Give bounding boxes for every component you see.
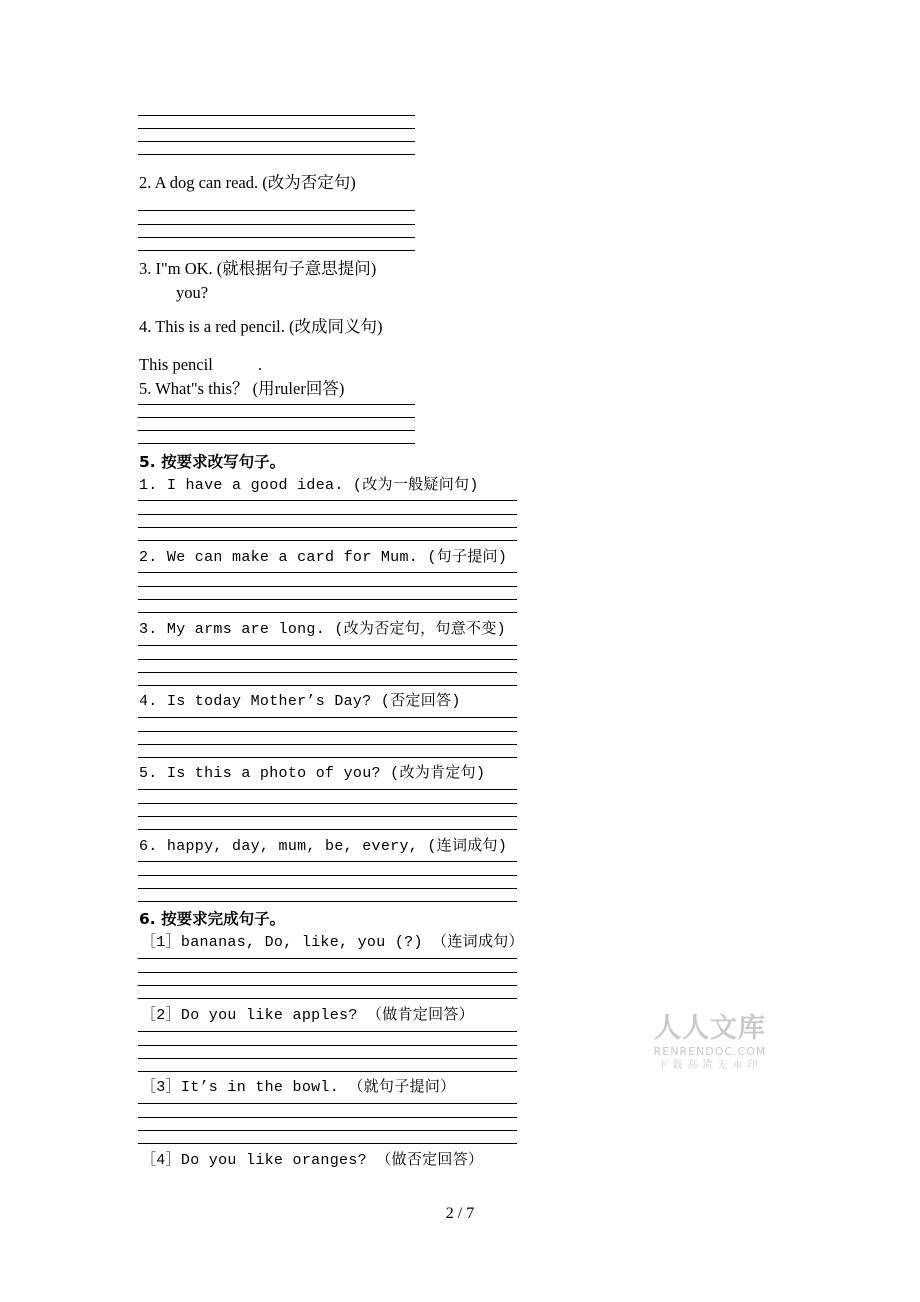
answer-line (138, 586, 517, 587)
question-a3-answer: you? (176, 283, 209, 302)
answer-line (138, 237, 415, 238)
answer-line (138, 540, 517, 541)
answer-line (138, 744, 517, 745)
watermark-title: 人人文库 (654, 1013, 766, 1044)
answer-line (138, 250, 415, 251)
answer-line (138, 154, 415, 155)
question-a4: 4. This is a red pencil. (改成同义句) (139, 317, 383, 336)
answer-line (138, 404, 415, 405)
answer-line (138, 1103, 517, 1104)
section-5-item-2: 2. We can make a card for Mum. (句子提问) (139, 549, 508, 566)
answer-line (138, 612, 517, 613)
section-5-heading: 5. 按要求改写句子。 (139, 453, 286, 471)
answer-line (138, 430, 415, 431)
section-6-item-3: ［3］It’s in the bowl. （就句子提问） (141, 1079, 456, 1096)
answer-line (138, 972, 517, 973)
section-6-item-2: ［2］Do you like apples? （做肯定回答） (141, 1007, 475, 1024)
section-6-item-1: ［1］bananas, Do, like, you (?) （连词成句） (141, 934, 524, 951)
answer-line (138, 599, 517, 600)
section-5-item-1: 1. I have a good idea. (改为一般疑问句) (139, 477, 479, 494)
answer-line (138, 717, 517, 718)
section-5-item-5: 5. Is this a photo of you? (改为肯定句) (139, 765, 486, 782)
answer-line (138, 645, 517, 646)
answer-line (138, 1071, 517, 1072)
answer-line (138, 875, 517, 876)
answer-line (138, 731, 517, 732)
answer-line (138, 803, 517, 804)
answer-line (138, 888, 517, 889)
answer-line (138, 514, 517, 515)
answer-line (138, 685, 517, 686)
page-number: 2 / 7 (445, 1205, 475, 1222)
answer-line (138, 1031, 517, 1032)
watermark-slogan: 下载高清无水印 (657, 1060, 763, 1071)
section-5-item-4: 4. Is today Mother’s Day? (否定回答) (139, 693, 461, 710)
answer-line (138, 1143, 517, 1144)
question-a3: 3. I"m OK. (就根据句子意思提问) (139, 259, 377, 278)
answer-line (138, 115, 415, 116)
watermark (646, 1013, 774, 1073)
answer-line (138, 1117, 517, 1118)
answer-line (138, 443, 415, 444)
section-6-heading: 6. 按要求完成句子。 (139, 910, 286, 928)
answer-line (138, 417, 415, 418)
answer-line (138, 500, 517, 501)
answer-line (138, 998, 517, 999)
answer-line (138, 985, 517, 986)
answer-line (138, 527, 517, 528)
answer-line (138, 210, 415, 211)
answer-line (138, 901, 517, 902)
answer-line (138, 672, 517, 673)
question-a5: 5. What"s this？ (用ruler回答) (139, 379, 345, 398)
answer-line (138, 659, 517, 660)
answer-line (138, 861, 517, 862)
section-5-item-3: 3. My arms are long. (改为否定句，句意不变) (139, 621, 506, 638)
answer-line (138, 958, 517, 959)
answer-line (138, 141, 415, 142)
answer-line (138, 829, 517, 830)
answer-line (138, 1130, 517, 1131)
answer-line (138, 572, 517, 573)
answer-line (138, 1058, 517, 1059)
watermark-domain: RENRENDOC.COM (653, 1045, 767, 1058)
answer-line (138, 789, 517, 790)
answer-line (138, 1045, 517, 1046)
answer-line (138, 224, 415, 225)
section-6-item-4: ［4］Do you like oranges? （做否定回答） (141, 1152, 484, 1169)
answer-line (138, 128, 415, 129)
question-a2: 2. A dog can read. (改为否定句) (139, 173, 356, 192)
question-a4-period: . (258, 355, 263, 374)
section-5-item-6: 6. happy, day, mum, be, every, (连词成句) (139, 838, 508, 855)
answer-line (138, 816, 517, 817)
question-a4-answer: This pencil (139, 355, 213, 374)
answer-line (138, 757, 517, 758)
